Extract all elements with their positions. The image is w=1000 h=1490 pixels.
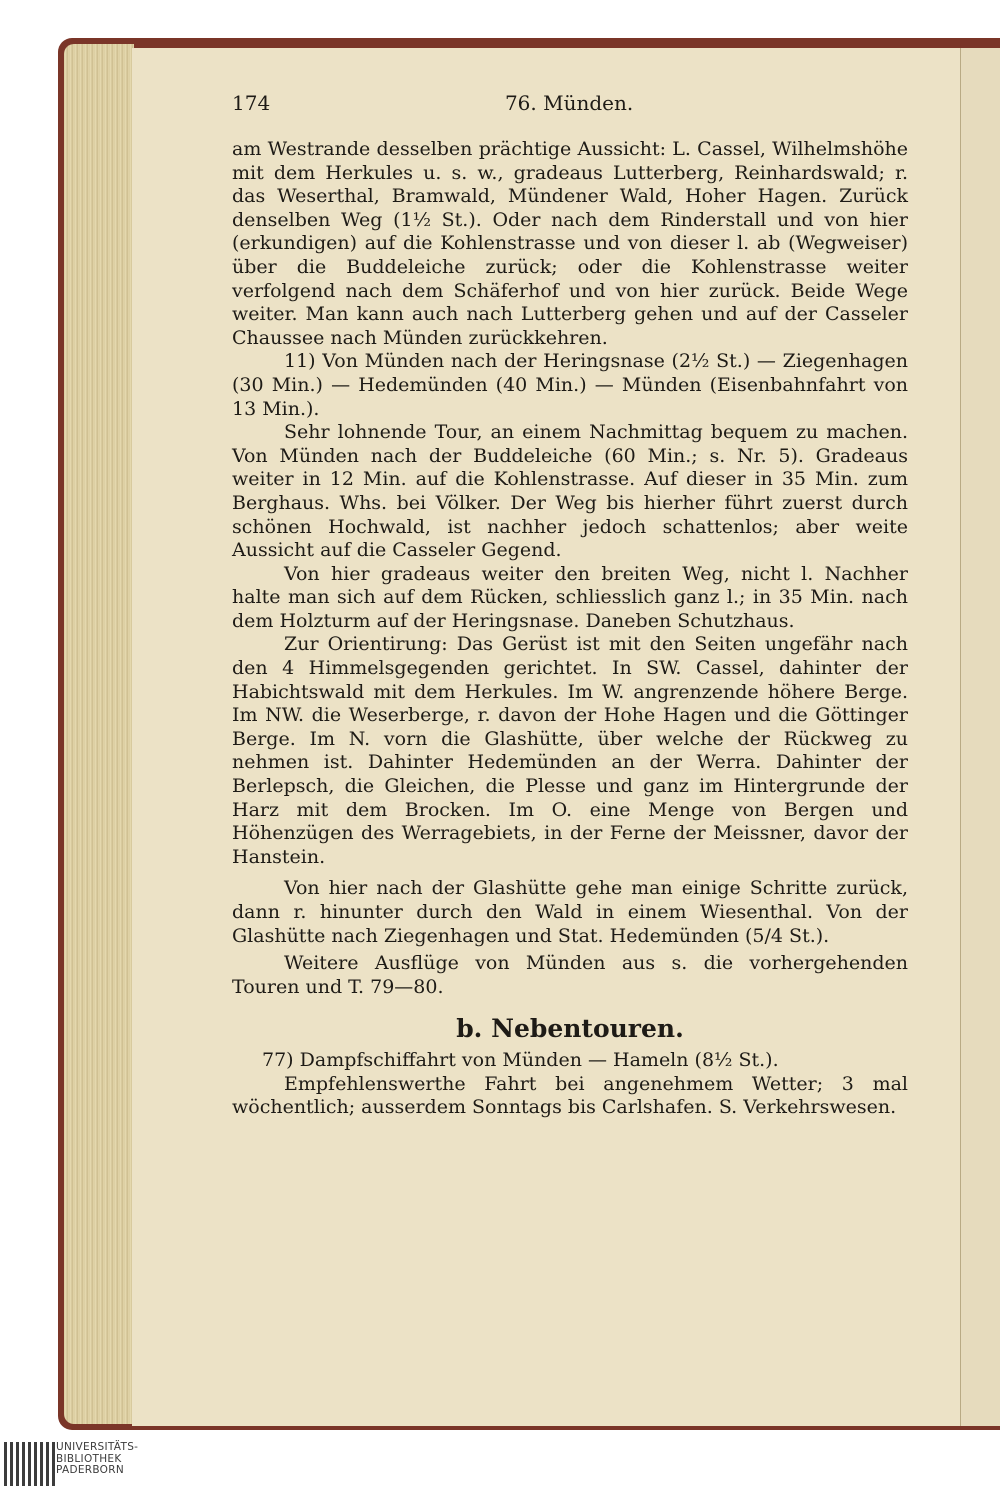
page-number: 174: [232, 91, 271, 115]
facing-page-edge: [960, 48, 1000, 1426]
section-heading: b. Nebentouren.: [456, 1014, 684, 1044]
logo-line: PADERBORN: [56, 1464, 124, 1476]
entry-text: Empfehlenswerthe Fahrt bei angenehmem Wetter; 3 mal wöchentlich; ausserdem Sonntags bis Carlshafen. S. Verkehrswesen.: [232, 1072, 908, 1119]
page-text-block: [232, 92, 908, 1120]
logo-line: BIBLIOTHEK: [56, 1452, 122, 1465]
paragraph: am Westrande desselben prächtige Aussicht: L. Cassel, Wilhelmshöhe mit dem Herkules u. s. w., gradeaus Lutterberg, Reinhardswald; r. das Weserthal, Bramwald, Mündener Wald, Hoher Hagen. Zurück denselben Weg (1½ St.). Oder nach dem Rinderstall und von hier (erkundigen) auf die Kohlenstrasse und von dieser l. ab (Wegweiser) über die Buddeleiche zurück; oder die Kohlenstrasse weiter verfolgend nach dem Schäferhof und von hier zurück. Beide Wege weiter. Man kann auch nach Lutterberg gehen und auf der Casseler Chaussee nach Münden zurückkehren.: [232, 138, 908, 349]
page-edges: [64, 44, 134, 1424]
logo-bars-icon: [4, 1442, 55, 1486]
running-header: [232, 92, 908, 138]
paragraph: 11) Von Münden nach der Heringsnase (2½ St.) — Ziegenhagen (30 Min.) — Hedemünden (40 Min.) — Münden (Eisenbahnfahrt von 13 Min.).: [232, 350, 908, 420]
paragraph: Weitere Ausflüge von Münden aus s. die vorhergehenden Touren und T. 79—80.: [232, 952, 908, 998]
paragraph: Von hier nach der Glashütte gehe man einige Schritte zurück, dann r. hinunter durch den Wald in einem Wiesenthal. Von der Glashütte nach Ziegenhagen und Stat. Hedemünden (5/4 St.).: [232, 877, 908, 947]
paragraph: Von hier gradeaus weiter den breiten Weg, nicht l. Nachher halte man sich auf dem Rücken, schliesslich ganz l.; in 35 Min. nach dem Holzturm auf der Heringsnase. Daneben Schutzhaus.: [232, 562, 908, 632]
entry-title: 77) Dampfschiffahrt von Münden — Hameln (8½ St.).: [262, 1048, 779, 1071]
paragraph: Sehr lohnende Tour, an einem Nachmittag bequem zu machen. Von Münden nach der Buddeleiche (60 Min.; s. Nr. 5). Gradeaus weiter in 12 Min. auf die Kohlenstrasse. Auf dieser in 35 Min. zum Berghaus. Whs. bei Völker. Der Weg bis hierher führt zuerst durch schönen Hochwald, ist nachher jedoch schattenlos; aber weite Aussicht auf die Casseler Gegend.: [232, 421, 908, 562]
library-logo: [0, 1440, 260, 1490]
paragraph: Zur Orientirung: Das Gerüst ist mit den Seiten ungefähr nach den 4 Himmelsgegenden gerichtet. In SW. Cassel, dahinter der Habichtswald mit dem Herkules. Im W. angrenzende höhere Berge. Im NW. die Weserberge, r. davon der Hohe Hagen und die Göttinger Berge. Im N. vorn die Glashütte, über welche der Rückweg zu nehmen ist. Dahinter Hedemünden an der Werra. Dahinter der Berlepsch, die Gleichen, die Plesse und ganz im Hintergrunde der Harz mit dem Brocken. Im O. eine Menge von Bergen und Höhenzügen des Werragebiets, in der Ferne der Meissner, davor der Hanstein.: [232, 633, 908, 868]
logo-line: UNIVERSITÄTS-: [56, 1441, 139, 1453]
running-title: 76. Münden.: [504, 91, 634, 115]
